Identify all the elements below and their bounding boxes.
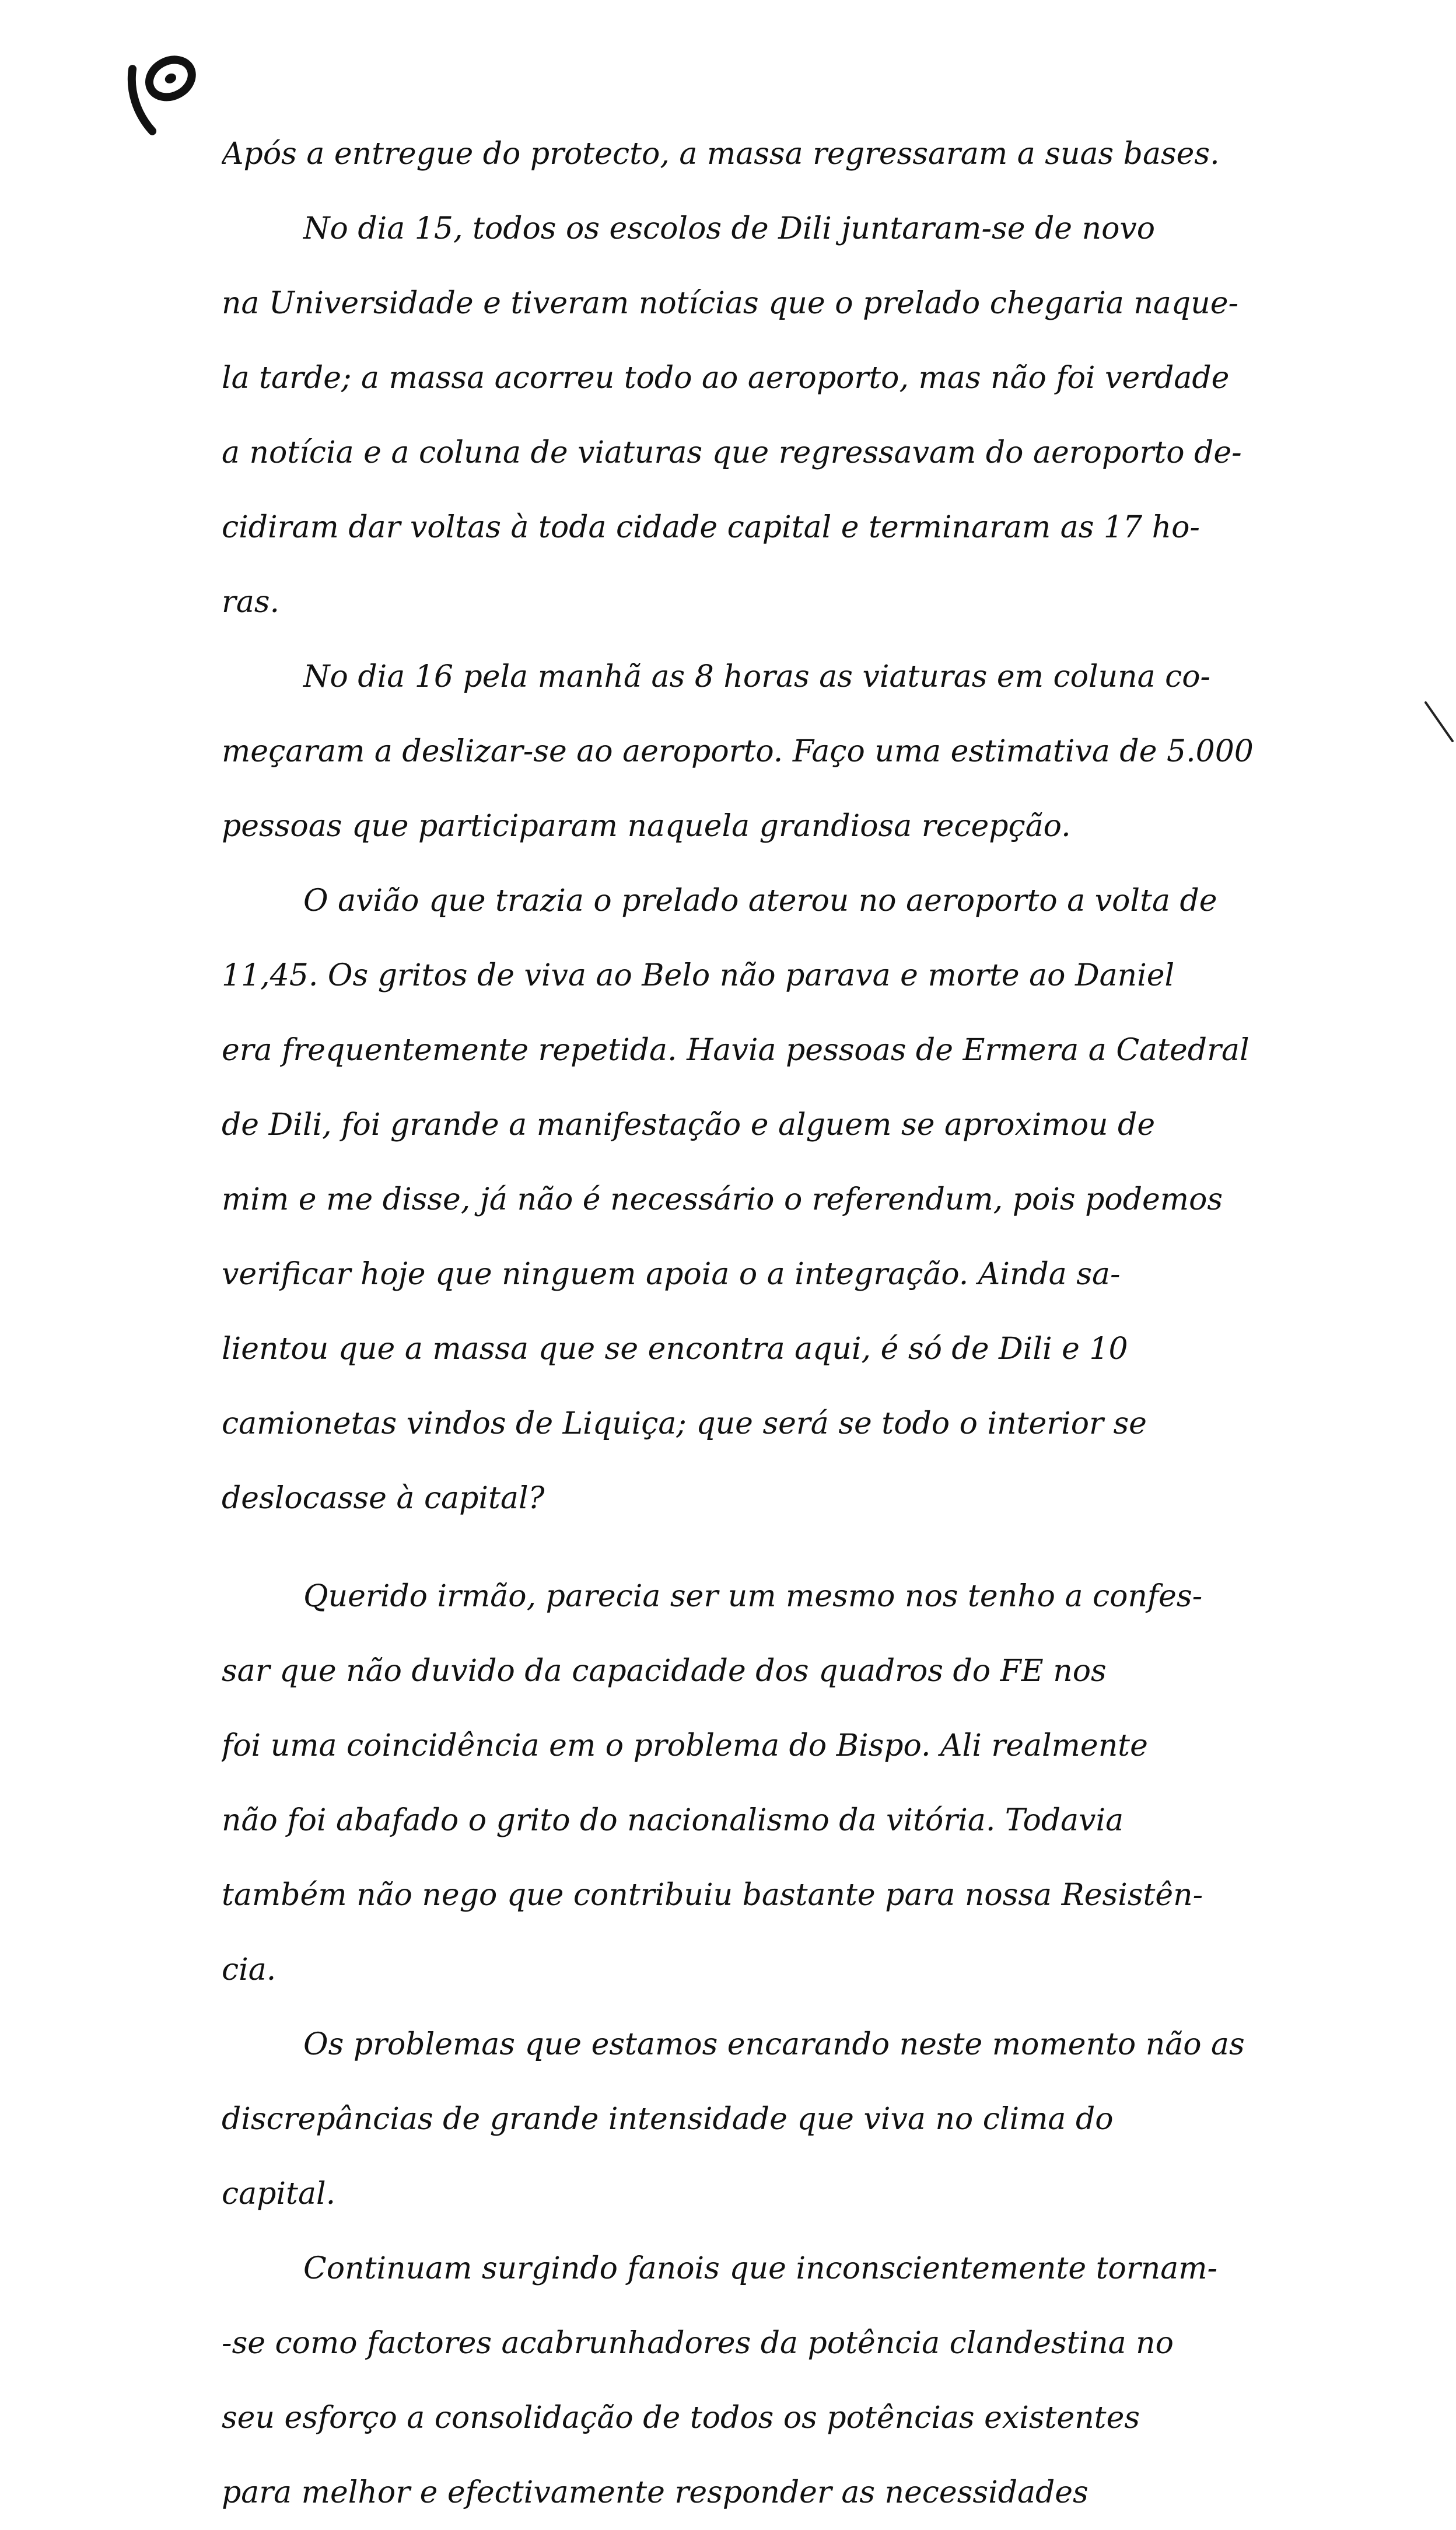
text-line: sar que não duvido da capacidade dos quadros do FE nos	[222, 1654, 1107, 1689]
text-line: discrepâncias de grande intensidade que viva no clima do	[222, 2102, 1114, 2137]
text-line: para melhor e efectivamente responder as necessidades	[222, 2475, 1088, 2510]
text-line: a notícia e a coluna de viaturas que regressavam do aeroporto de-	[222, 435, 1242, 470]
text-line: também não nego que contribuiu bastante para nossa Resistên-	[222, 1878, 1203, 1913]
text-line: No dia 16 pela manhã as 8 horas as viaturas em coluna co-	[303, 659, 1211, 694]
text-line: -se como factores acabrunhadores da potência clandestina no	[222, 2326, 1174, 2361]
text-line: mim e me disse, já não é necessário o referendum, pois podemos	[222, 1182, 1223, 1217]
text-line: ras.	[222, 585, 280, 620]
text-line: Querido irmão, parecia ser um mesmo nos tenho a confes-	[303, 1579, 1203, 1614]
text-line: de Dili, foi grande a manifestação e alguem se aproximou de	[222, 1107, 1156, 1142]
page-number-drawing	[90, 18, 230, 163]
text-line: 11,45. Os gritos de viva ao Belo não parava e morte ao Daniel	[222, 958, 1175, 993]
text-line: Os problemas que estamos encarando neste momento não as	[303, 2027, 1245, 2062]
text-line: era frequentemente repetida. Havia pessoas de Ermera a Catedral	[222, 1033, 1250, 1068]
text-line: No dia 15, todos os escolos de Dili juntaram-se de novo	[303, 211, 1156, 246]
text-line: meçaram a deslizar-se ao aeroporto. Faço uma estimativa de 5.000	[222, 734, 1254, 769]
text-line: la tarde; a massa acorreu todo ao aeroporto, mas não foi verdade	[222, 361, 1230, 396]
handwritten-letter-body	[222, 117, 1377, 2530]
text-line: foi uma coincidência em o problema do Bispo. Ali realmente	[222, 1728, 1148, 1763]
text-line: cidiram dar voltas à toda cidade capital e terminaram as 17 ho-	[222, 510, 1200, 545]
text-line: capital.	[222, 2176, 336, 2211]
stray-pen-mark	[1423, 700, 1456, 747]
text-line: camionetas vindos de Liquiça; que será se todo o interior se	[222, 1406, 1147, 1441]
text-line: seu esforço a consolidação de todos os potências existentes	[222, 2400, 1140, 2435]
text-line: cia.	[222, 1952, 276, 1987]
text-line: deslocasse à capital?	[222, 1481, 545, 1516]
text-line: Após a entregue do protecto, a massa regressaram a suas bases.	[222, 137, 1220, 172]
text-line: verificar hoje que ninguem apoia o a integração. Ainda sa-	[222, 1257, 1121, 1292]
text-line: O avião que trazia o prelado aterou no aeroporto a volta de	[303, 883, 1217, 918]
text-line: na Universidade e tiveram notícias que o prelado chegaria naque-	[222, 286, 1239, 321]
text-line: pessoas que participaram naquela grandiosa recepção.	[222, 809, 1071, 844]
text-line: lientou que a massa que se encontra aqui, é só de Dili e 10	[222, 1332, 1128, 1367]
text-line: não foi abafado o grito do nacionalismo da vitória. Todavia	[222, 1803, 1124, 1838]
text-line: Continuam surgindo fanois que inconscientemente tornam-	[303, 2251, 1218, 2286]
page-number	[90, 18, 230, 163]
